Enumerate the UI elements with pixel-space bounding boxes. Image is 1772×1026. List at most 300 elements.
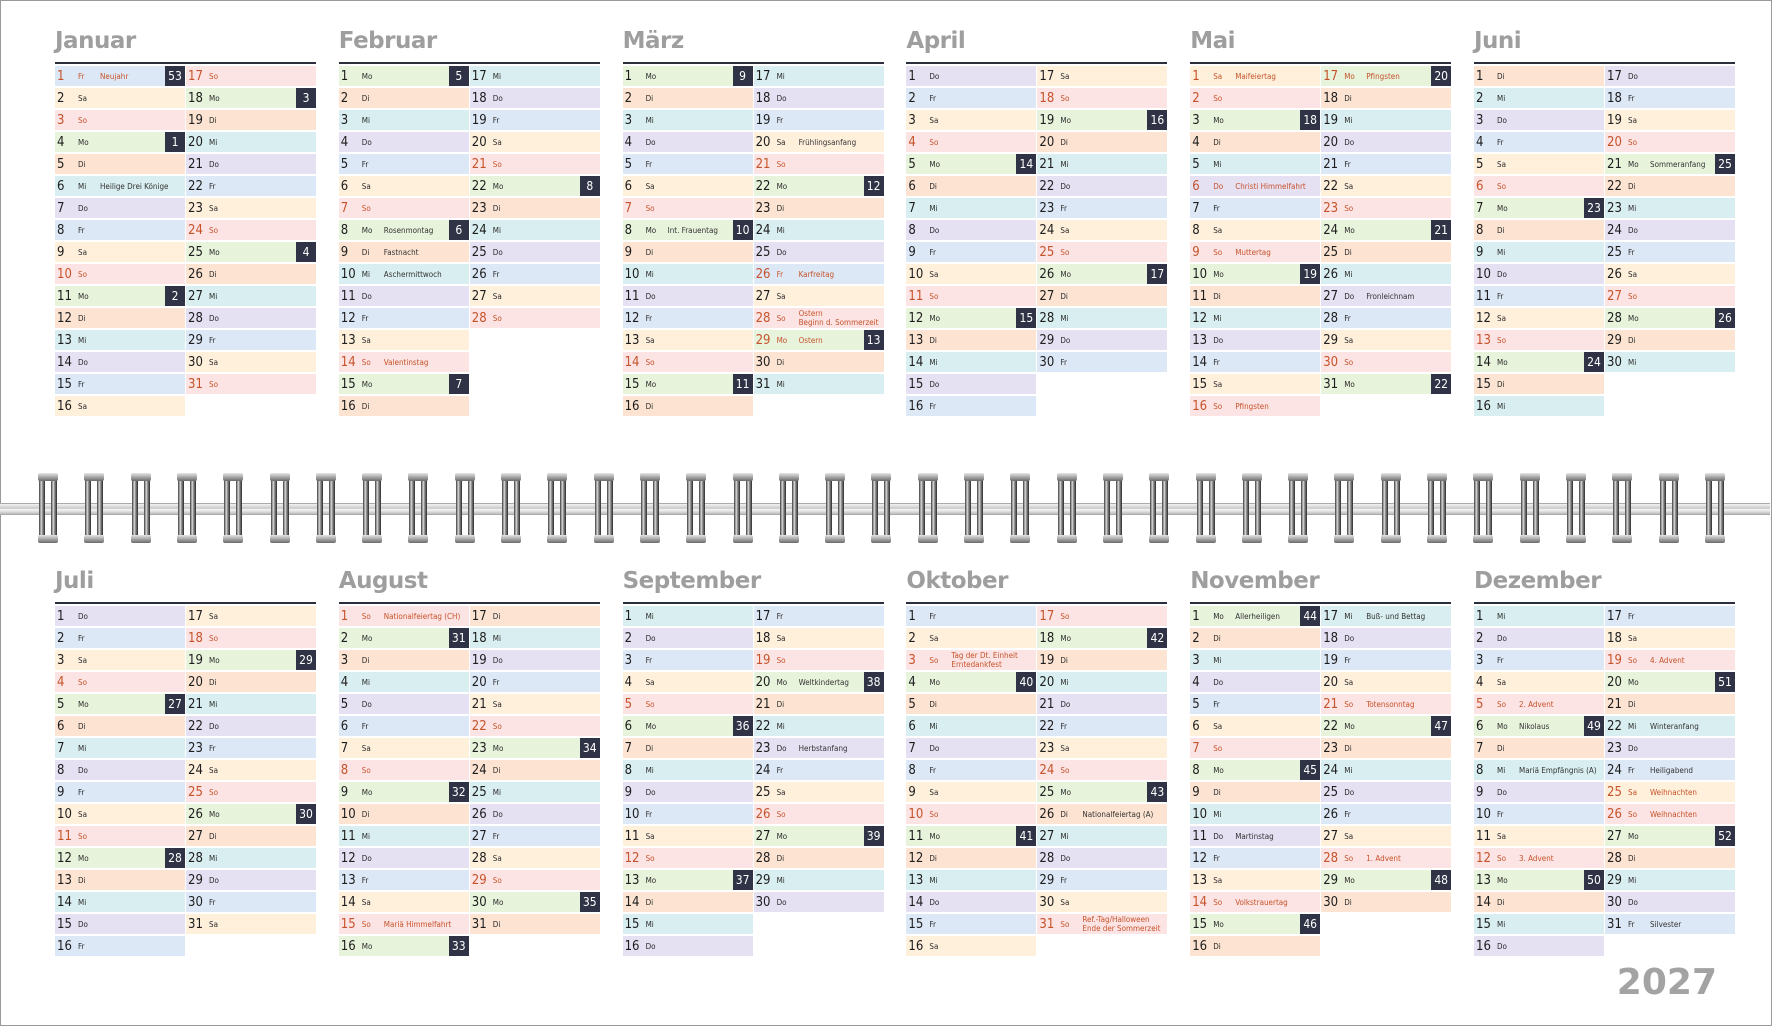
day-cell[interactable] bbox=[1037, 66, 1167, 86]
day-cell[interactable] bbox=[623, 628, 753, 648]
day-cell[interactable] bbox=[55, 66, 185, 86]
day-cell[interactable] bbox=[1037, 220, 1167, 240]
day-cell[interactable] bbox=[754, 374, 884, 394]
day-cell[interactable] bbox=[186, 782, 316, 802]
day-cell[interactable] bbox=[623, 914, 753, 934]
day-cell[interactable] bbox=[754, 132, 884, 152]
day-cell[interactable] bbox=[186, 914, 316, 934]
day-cell[interactable] bbox=[1037, 650, 1167, 670]
day-cell[interactable] bbox=[623, 936, 753, 956]
day-cell[interactable] bbox=[623, 242, 753, 262]
day-cell[interactable] bbox=[906, 154, 1036, 174]
day-cell[interactable] bbox=[1474, 198, 1604, 218]
day-cell[interactable] bbox=[1190, 242, 1320, 262]
day-cell[interactable] bbox=[1321, 132, 1451, 152]
day-cell[interactable] bbox=[1321, 66, 1451, 86]
day-cell[interactable] bbox=[55, 286, 185, 306]
day-cell[interactable] bbox=[1605, 132, 1735, 152]
day-cell[interactable] bbox=[1037, 606, 1167, 626]
day-cell[interactable] bbox=[1190, 330, 1320, 350]
day-cell[interactable] bbox=[1037, 198, 1167, 218]
day-cell[interactable] bbox=[186, 870, 316, 890]
day-cell[interactable] bbox=[470, 264, 600, 284]
day-cell[interactable] bbox=[186, 154, 316, 174]
day-cell[interactable] bbox=[470, 606, 600, 626]
day-cell[interactable] bbox=[55, 716, 185, 736]
day-cell[interactable] bbox=[339, 694, 469, 714]
day-cell[interactable] bbox=[186, 650, 316, 670]
day-cell[interactable] bbox=[906, 286, 1036, 306]
day-cell[interactable] bbox=[470, 760, 600, 780]
day-cell[interactable] bbox=[339, 66, 469, 86]
day-cell[interactable] bbox=[623, 352, 753, 372]
day-cell[interactable] bbox=[1605, 716, 1735, 736]
day-cell[interactable] bbox=[470, 848, 600, 868]
day-cell[interactable] bbox=[1037, 308, 1167, 328]
day-cell[interactable] bbox=[186, 132, 316, 152]
day-cell[interactable] bbox=[1605, 738, 1735, 758]
day-cell[interactable] bbox=[1321, 650, 1451, 670]
day-cell[interactable] bbox=[470, 694, 600, 714]
day-cell[interactable] bbox=[55, 870, 185, 890]
day-cell[interactable] bbox=[906, 848, 1036, 868]
day-cell[interactable] bbox=[1474, 88, 1604, 108]
day-cell[interactable] bbox=[623, 716, 753, 736]
day-cell[interactable] bbox=[339, 892, 469, 912]
day-cell[interactable] bbox=[55, 760, 185, 780]
day-cell[interactable] bbox=[906, 826, 1036, 846]
day-cell[interactable] bbox=[1474, 848, 1604, 868]
day-cell[interactable] bbox=[1605, 286, 1735, 306]
day-cell[interactable] bbox=[186, 308, 316, 328]
day-cell[interactable] bbox=[339, 606, 469, 626]
day-cell[interactable] bbox=[1605, 264, 1735, 284]
day-cell[interactable] bbox=[186, 628, 316, 648]
day-cell[interactable] bbox=[754, 330, 884, 350]
day-cell[interactable] bbox=[1037, 738, 1167, 758]
day-cell[interactable] bbox=[1037, 264, 1167, 284]
day-cell[interactable] bbox=[339, 848, 469, 868]
day-cell[interactable] bbox=[55, 848, 185, 868]
day-cell[interactable] bbox=[754, 892, 884, 912]
day-cell[interactable] bbox=[186, 826, 316, 846]
day-cell[interactable] bbox=[55, 132, 185, 152]
day-cell[interactable] bbox=[754, 198, 884, 218]
day-cell[interactable] bbox=[1605, 242, 1735, 262]
day-cell[interactable] bbox=[1605, 66, 1735, 86]
day-cell[interactable] bbox=[1474, 738, 1604, 758]
day-cell[interactable] bbox=[754, 308, 884, 328]
day-cell[interactable] bbox=[1037, 716, 1167, 736]
day-cell[interactable] bbox=[1321, 892, 1451, 912]
day-cell[interactable] bbox=[186, 804, 316, 824]
day-cell[interactable] bbox=[1037, 88, 1167, 108]
day-cell[interactable] bbox=[906, 352, 1036, 372]
day-cell[interactable] bbox=[55, 782, 185, 802]
day-cell[interactable] bbox=[55, 154, 185, 174]
day-cell[interactable] bbox=[906, 716, 1036, 736]
day-cell[interactable] bbox=[470, 286, 600, 306]
day-cell[interactable] bbox=[1474, 914, 1604, 934]
day-cell[interactable] bbox=[339, 132, 469, 152]
day-cell[interactable] bbox=[906, 782, 1036, 802]
day-cell[interactable] bbox=[339, 870, 469, 890]
day-cell[interactable] bbox=[1037, 352, 1167, 372]
day-cell[interactable] bbox=[754, 782, 884, 802]
day-cell[interactable] bbox=[906, 88, 1036, 108]
day-cell[interactable] bbox=[1190, 176, 1320, 196]
day-cell[interactable] bbox=[470, 738, 600, 758]
day-cell[interactable] bbox=[1321, 330, 1451, 350]
day-cell[interactable] bbox=[906, 264, 1036, 284]
day-cell[interactable] bbox=[1037, 286, 1167, 306]
day-cell[interactable] bbox=[55, 914, 185, 934]
day-cell[interactable] bbox=[1037, 628, 1167, 648]
day-cell[interactable] bbox=[1321, 848, 1451, 868]
day-cell[interactable] bbox=[1605, 694, 1735, 714]
day-cell[interactable] bbox=[623, 650, 753, 670]
day-cell[interactable] bbox=[1190, 264, 1320, 284]
day-cell[interactable] bbox=[1190, 694, 1320, 714]
day-cell[interactable] bbox=[1190, 308, 1320, 328]
day-cell[interactable] bbox=[1321, 606, 1451, 626]
day-cell[interactable] bbox=[1605, 782, 1735, 802]
day-cell[interactable] bbox=[623, 308, 753, 328]
day-cell[interactable] bbox=[1190, 606, 1320, 626]
day-cell[interactable] bbox=[186, 738, 316, 758]
day-cell[interactable] bbox=[1037, 848, 1167, 868]
day-cell[interactable] bbox=[186, 374, 316, 394]
day-cell[interactable] bbox=[470, 628, 600, 648]
day-cell[interactable] bbox=[754, 826, 884, 846]
day-cell[interactable] bbox=[1474, 264, 1604, 284]
day-cell[interactable] bbox=[186, 892, 316, 912]
day-cell[interactable] bbox=[1190, 628, 1320, 648]
day-cell[interactable] bbox=[906, 66, 1036, 86]
day-cell[interactable] bbox=[470, 66, 600, 86]
day-cell[interactable] bbox=[754, 176, 884, 196]
day-cell[interactable] bbox=[623, 738, 753, 758]
day-cell[interactable] bbox=[1037, 154, 1167, 174]
day-cell[interactable] bbox=[470, 110, 600, 130]
day-cell[interactable] bbox=[186, 176, 316, 196]
day-cell[interactable] bbox=[1190, 804, 1320, 824]
day-cell[interactable] bbox=[1190, 826, 1320, 846]
day-cell[interactable] bbox=[186, 848, 316, 868]
day-cell[interactable] bbox=[623, 694, 753, 714]
day-cell[interactable] bbox=[623, 154, 753, 174]
day-cell[interactable] bbox=[754, 220, 884, 240]
day-cell[interactable] bbox=[55, 88, 185, 108]
day-cell[interactable] bbox=[55, 694, 185, 714]
day-cell[interactable] bbox=[1474, 286, 1604, 306]
day-cell[interactable] bbox=[1474, 330, 1604, 350]
day-cell[interactable] bbox=[1474, 308, 1604, 328]
day-cell[interactable] bbox=[1474, 760, 1604, 780]
day-cell[interactable] bbox=[186, 110, 316, 130]
day-cell[interactable] bbox=[623, 672, 753, 692]
day-cell[interactable] bbox=[339, 936, 469, 956]
day-cell[interactable] bbox=[1321, 88, 1451, 108]
day-cell[interactable] bbox=[339, 760, 469, 780]
day-cell[interactable] bbox=[754, 88, 884, 108]
day-cell[interactable] bbox=[470, 870, 600, 890]
day-cell[interactable] bbox=[906, 374, 1036, 394]
day-cell[interactable] bbox=[1474, 826, 1604, 846]
day-cell[interactable] bbox=[906, 606, 1036, 626]
day-cell[interactable] bbox=[186, 220, 316, 240]
day-cell[interactable] bbox=[1605, 870, 1735, 890]
day-cell[interactable] bbox=[1190, 352, 1320, 372]
day-cell[interactable] bbox=[1190, 782, 1320, 802]
day-cell[interactable] bbox=[1474, 176, 1604, 196]
day-cell[interactable] bbox=[906, 738, 1036, 758]
day-cell[interactable] bbox=[186, 286, 316, 306]
day-cell[interactable] bbox=[339, 628, 469, 648]
day-cell[interactable] bbox=[906, 330, 1036, 350]
day-cell[interactable] bbox=[1605, 88, 1735, 108]
day-cell[interactable] bbox=[906, 308, 1036, 328]
day-cell[interactable] bbox=[55, 110, 185, 130]
day-cell[interactable] bbox=[1605, 308, 1735, 328]
day-cell[interactable] bbox=[55, 606, 185, 626]
day-cell[interactable] bbox=[623, 892, 753, 912]
day-cell[interactable] bbox=[906, 110, 1036, 130]
day-cell[interactable] bbox=[1321, 870, 1451, 890]
day-cell[interactable] bbox=[1190, 650, 1320, 670]
day-cell[interactable] bbox=[1321, 826, 1451, 846]
day-cell[interactable] bbox=[1321, 760, 1451, 780]
day-cell[interactable] bbox=[1474, 66, 1604, 86]
day-cell[interactable] bbox=[623, 66, 753, 86]
day-cell[interactable] bbox=[1190, 848, 1320, 868]
day-cell[interactable] bbox=[754, 738, 884, 758]
day-cell[interactable] bbox=[623, 782, 753, 802]
day-cell[interactable] bbox=[55, 330, 185, 350]
day-cell[interactable] bbox=[1474, 352, 1604, 372]
day-cell[interactable] bbox=[55, 826, 185, 846]
day-cell[interactable] bbox=[1605, 628, 1735, 648]
day-cell[interactable] bbox=[1474, 804, 1604, 824]
day-cell[interactable] bbox=[1605, 198, 1735, 218]
day-cell[interactable] bbox=[1190, 914, 1320, 934]
day-cell[interactable] bbox=[1321, 220, 1451, 240]
day-cell[interactable] bbox=[470, 826, 600, 846]
day-cell[interactable] bbox=[1190, 760, 1320, 780]
day-cell[interactable] bbox=[55, 264, 185, 284]
day-cell[interactable] bbox=[754, 242, 884, 262]
day-cell[interactable] bbox=[1321, 110, 1451, 130]
day-cell[interactable] bbox=[1321, 176, 1451, 196]
day-cell[interactable] bbox=[55, 242, 185, 262]
day-cell[interactable] bbox=[470, 308, 600, 328]
day-cell[interactable] bbox=[186, 66, 316, 86]
day-cell[interactable] bbox=[55, 220, 185, 240]
day-cell[interactable] bbox=[623, 110, 753, 130]
day-cell[interactable] bbox=[1605, 760, 1735, 780]
day-cell[interactable] bbox=[623, 176, 753, 196]
day-cell[interactable] bbox=[906, 892, 1036, 912]
day-cell[interactable] bbox=[1605, 650, 1735, 670]
day-cell[interactable] bbox=[55, 892, 185, 912]
day-cell[interactable] bbox=[906, 694, 1036, 714]
day-cell[interactable] bbox=[1321, 694, 1451, 714]
day-cell[interactable] bbox=[754, 804, 884, 824]
day-cell[interactable] bbox=[623, 220, 753, 240]
day-cell[interactable] bbox=[1474, 242, 1604, 262]
day-cell[interactable] bbox=[339, 264, 469, 284]
day-cell[interactable] bbox=[1474, 110, 1604, 130]
day-cell[interactable] bbox=[1190, 672, 1320, 692]
day-cell[interactable] bbox=[1605, 220, 1735, 240]
day-cell[interactable] bbox=[186, 760, 316, 780]
day-cell[interactable] bbox=[186, 694, 316, 714]
day-cell[interactable] bbox=[339, 650, 469, 670]
day-cell[interactable] bbox=[470, 650, 600, 670]
day-cell[interactable] bbox=[1474, 936, 1604, 956]
day-cell[interactable] bbox=[1037, 330, 1167, 350]
day-cell[interactable] bbox=[1321, 716, 1451, 736]
day-cell[interactable] bbox=[55, 628, 185, 648]
day-cell[interactable] bbox=[623, 760, 753, 780]
day-cell[interactable] bbox=[1321, 628, 1451, 648]
day-cell[interactable] bbox=[339, 914, 469, 934]
day-cell[interactable] bbox=[470, 242, 600, 262]
day-cell[interactable] bbox=[1605, 352, 1735, 372]
day-cell[interactable] bbox=[186, 606, 316, 626]
day-cell[interactable] bbox=[906, 650, 1036, 670]
day-cell[interactable] bbox=[1037, 760, 1167, 780]
day-cell[interactable] bbox=[1190, 110, 1320, 130]
day-cell[interactable] bbox=[623, 88, 753, 108]
day-cell[interactable] bbox=[339, 220, 469, 240]
day-cell[interactable] bbox=[339, 396, 469, 416]
day-cell[interactable] bbox=[339, 308, 469, 328]
day-cell[interactable] bbox=[906, 132, 1036, 152]
day-cell[interactable] bbox=[1321, 352, 1451, 372]
day-cell[interactable] bbox=[1037, 242, 1167, 262]
day-cell[interactable] bbox=[754, 628, 884, 648]
day-cell[interactable] bbox=[1605, 826, 1735, 846]
day-cell[interactable] bbox=[339, 352, 469, 372]
day-cell[interactable] bbox=[754, 716, 884, 736]
day-cell[interactable] bbox=[754, 870, 884, 890]
day-cell[interactable] bbox=[339, 738, 469, 758]
day-cell[interactable] bbox=[1474, 132, 1604, 152]
day-cell[interactable] bbox=[1037, 694, 1167, 714]
day-cell[interactable] bbox=[470, 804, 600, 824]
day-cell[interactable] bbox=[186, 672, 316, 692]
day-cell[interactable] bbox=[754, 606, 884, 626]
day-cell[interactable] bbox=[1605, 848, 1735, 868]
day-cell[interactable] bbox=[1190, 154, 1320, 174]
day-cell[interactable] bbox=[1190, 88, 1320, 108]
day-cell[interactable] bbox=[1321, 154, 1451, 174]
day-cell[interactable] bbox=[55, 396, 185, 416]
day-cell[interactable] bbox=[906, 914, 1036, 934]
day-cell[interactable] bbox=[754, 154, 884, 174]
day-cell[interactable] bbox=[906, 396, 1036, 416]
day-cell[interactable] bbox=[1190, 374, 1320, 394]
day-cell[interactable] bbox=[906, 220, 1036, 240]
day-cell[interactable] bbox=[1190, 936, 1320, 956]
day-cell[interactable] bbox=[623, 198, 753, 218]
day-cell[interactable] bbox=[906, 672, 1036, 692]
day-cell[interactable] bbox=[186, 716, 316, 736]
day-cell[interactable] bbox=[623, 286, 753, 306]
day-cell[interactable] bbox=[906, 870, 1036, 890]
day-cell[interactable] bbox=[186, 352, 316, 372]
day-cell[interactable] bbox=[1037, 892, 1167, 912]
day-cell[interactable] bbox=[754, 110, 884, 130]
day-cell[interactable] bbox=[339, 672, 469, 692]
day-cell[interactable] bbox=[623, 330, 753, 350]
day-cell[interactable] bbox=[1474, 154, 1604, 174]
day-cell[interactable] bbox=[1474, 782, 1604, 802]
day-cell[interactable] bbox=[1605, 804, 1735, 824]
day-cell[interactable] bbox=[186, 264, 316, 284]
day-cell[interactable] bbox=[55, 308, 185, 328]
day-cell[interactable] bbox=[1037, 826, 1167, 846]
day-cell[interactable] bbox=[906, 804, 1036, 824]
day-cell[interactable] bbox=[754, 672, 884, 692]
day-cell[interactable] bbox=[906, 760, 1036, 780]
day-cell[interactable] bbox=[1605, 606, 1735, 626]
day-cell[interactable] bbox=[470, 176, 600, 196]
day-cell[interactable] bbox=[339, 374, 469, 394]
day-cell[interactable] bbox=[623, 374, 753, 394]
day-cell[interactable] bbox=[1037, 132, 1167, 152]
day-cell[interactable] bbox=[623, 132, 753, 152]
day-cell[interactable] bbox=[754, 352, 884, 372]
day-cell[interactable] bbox=[470, 198, 600, 218]
day-cell[interactable] bbox=[1474, 628, 1604, 648]
day-cell[interactable] bbox=[470, 154, 600, 174]
day-cell[interactable] bbox=[1190, 132, 1320, 152]
day-cell[interactable] bbox=[1474, 672, 1604, 692]
day-cell[interactable] bbox=[339, 110, 469, 130]
day-cell[interactable] bbox=[906, 242, 1036, 262]
day-cell[interactable] bbox=[339, 826, 469, 846]
day-cell[interactable] bbox=[1474, 694, 1604, 714]
day-cell[interactable] bbox=[55, 650, 185, 670]
day-cell[interactable] bbox=[906, 176, 1036, 196]
day-cell[interactable] bbox=[186, 330, 316, 350]
day-cell[interactable] bbox=[339, 198, 469, 218]
day-cell[interactable] bbox=[470, 892, 600, 912]
day-cell[interactable] bbox=[1037, 782, 1167, 802]
day-cell[interactable] bbox=[906, 936, 1036, 956]
day-cell[interactable] bbox=[1321, 264, 1451, 284]
day-cell[interactable] bbox=[1321, 308, 1451, 328]
day-cell[interactable] bbox=[754, 694, 884, 714]
day-cell[interactable] bbox=[623, 804, 753, 824]
day-cell[interactable] bbox=[470, 88, 600, 108]
day-cell[interactable] bbox=[470, 132, 600, 152]
day-cell[interactable] bbox=[623, 848, 753, 868]
day-cell[interactable] bbox=[55, 374, 185, 394]
day-cell[interactable] bbox=[55, 352, 185, 372]
day-cell[interactable] bbox=[1190, 892, 1320, 912]
day-cell[interactable] bbox=[339, 286, 469, 306]
day-cell[interactable] bbox=[339, 804, 469, 824]
day-cell[interactable] bbox=[1474, 606, 1604, 626]
day-cell[interactable] bbox=[1605, 330, 1735, 350]
day-cell[interactable] bbox=[1190, 396, 1320, 416]
day-cell[interactable] bbox=[1321, 738, 1451, 758]
day-cell[interactable] bbox=[1605, 154, 1735, 174]
day-cell[interactable] bbox=[1474, 870, 1604, 890]
